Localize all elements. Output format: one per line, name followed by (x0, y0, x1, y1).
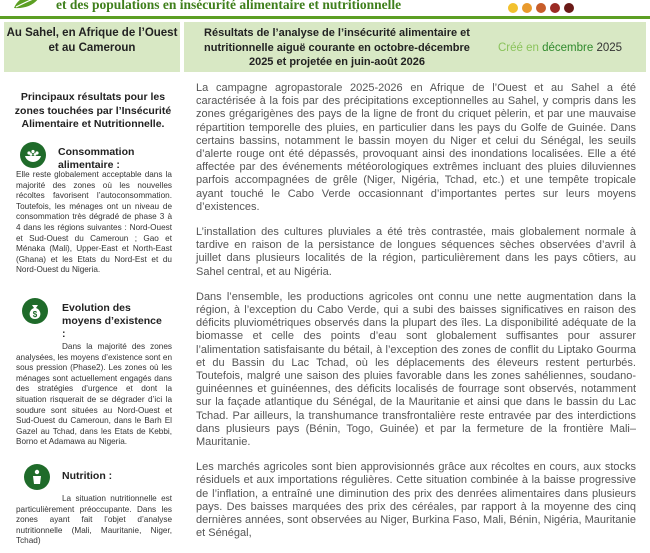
money-bag-icon (22, 298, 48, 324)
phase-dot (536, 3, 546, 13)
paragraph: Dans l’ensemble, les productions agricoles ont connu une nette augmentation dans la région, à l’exception du Cabo Verde, qui a subi des baisses significatives en raison des déficits pluviométriques observés dans la plupart des îles. La disponibilité adéquate de la biomasse et celle des points d’eau sont globalement suffisantes pour assurer l’alimentation satisfaisante du bétail, à l’exception des zones de conflit du Liptako Gourma et du Bassin du Lac Tchad, où les déplacements des éleveurs restent perturbés. Toutefois, malgré une saison des pluies favorable dans les zones sahéliennes, soudano-guinéennes et guinéennes, des déficits localisés de fourrage sont observés, notamment sur la façade atlantique du Sénégal, de la Mauritanie et ainsi que dans le bassin du Lac Tchad. Par ailleurs, la transhumance transfrontalière reste entravée par des interdictions dans plusieurs pays (Bénin, Togo, Guinée) et par la fermeture de la frontière Mali–Mauritanie. (196, 290, 636, 449)
leaf-logo-icon (12, 0, 42, 10)
created-year: 2025 (596, 42, 623, 54)
phase-dot (564, 3, 574, 13)
main-content (196, 82, 636, 553)
paragraph: Les marchés agricoles sont bien approvisionnés grâce aux récoltes en cours, aux stocks résiduels et aux importations régulières. Cette situation combinée à la baisse progressive de l’inflation, a entraîné une diminution des prix des denrées alimentaires dans plusieurs pays. Des baisses marquées des prix des céréales, par rapport à la moyenne des cinq dernières années, sont observées au Niger, Burkina Faso, Mali, Bénin, Nigéria, Mauritanie et Sénégal, (196, 461, 636, 540)
phase-dots (508, 3, 574, 13)
report-title: Résultats de l’analyse de l’insécurité alimentaire et nutritionnelle aiguë courante en octobre-décembre 2025 et projetée en juin-août 2026 (204, 27, 470, 68)
section-body-consommation: Elle reste globalement acceptable dans la majorité des zones où les nouvelles récoltes favorisent l’autoconsommation. Toutefois, les ménages ont un niveau de consommation très dégradé de phase 3 à 4 dans les régions suivantes : Nord-Ouest et Sud-Ouest du Cameroun ; Gao et Ménaka (Mali), Upper-East et North-East (Ghana) et les Etats du Nord-Est et du Nord-Ouest du Nigeria. (16, 170, 172, 275)
top-banner (0, 0, 650, 16)
section-title-consommation: Consommation alimentaire : (58, 146, 135, 171)
svg-text:$: $ (32, 310, 38, 319)
phase-dot (522, 3, 532, 13)
phase-dot (508, 3, 518, 13)
paragraph: L’installation des cultures pluviales a été très contrastée, mais globalement normale à tardive en raison de la persistance de longues séquences sèches observées d’avril à juillet dans plusieurs localités de la région, particulièrement dans les pays côtiers, au Sahel central, et au Nigéria. (196, 226, 636, 278)
phase-dot (550, 3, 560, 13)
created-month: décembre (542, 42, 594, 54)
food-bowl-icon (20, 142, 46, 168)
paragraph: La campagne agropastorale 2025-2026 en Afrique de l’Ouest et au Sahel a été caractérisée à la fois par des précipitations exceptionnelles au Sahel, y compris dans les zones grégarigènes des pays de la ligne de front du criquet pèlerin, et par une mauvaise répartition temporelle des pluies, en particulier dans les pays du Golfe de Guinée. Dans certains bassins, notamment le bassin moyen du Niger et celui du Sénégal, les seuils d’alerte rouge ont été dépassés, provoquant ainsi des inondations localisées. Elle a été affectée par des événements météorologiques extrêmes incluant des pluies diluviennes parfois accompagnées de grêle (Niger, Nigéria, Tchad, etc.) et une tempête tropicale ayant touché le Cabo Verde occasionnant d’importantes pertes sur leurs moyens d’existences. (196, 82, 636, 213)
region-title: Au Sahel, en Afrique de l’Ouest et au Cameroun (6, 27, 178, 54)
sidebar-intro: Principaux résultats pour les zones touchées par l’Insécurité Alimentaire et Nutritionnelle. (14, 91, 172, 130)
created-prefix: Créé en (498, 42, 539, 54)
section-title-moyens: Evolution des moyens d’existence : (62, 302, 162, 340)
banner-title: et des populations en insécurité alimentaire et nutritionnelle (56, 0, 402, 12)
nutrition-icon (24, 464, 50, 490)
created-date (498, 42, 622, 54)
section-body-nutrition: La situation nutritionnelle est particulièrement préoccupante. Dans les zones ayant fait l’objet d’analyse nutritionnelle (Mali, Mauritanie, Niger, Tchad) (16, 494, 172, 546)
section-body-moyens: Dans la majorité des zones analysées, les moyens d’existence sont en sous pression (Phase2). Les zones où les ménages sont actuellement engagés dans des stratégies d’urgence et dont la situation risquerait de se dégrader d’ici la soudure sont situées au Nord-Ouest et Sud-Ouest du Cameroun, dans le Barh El Gazel au Tchad, dans les Etats de Kebbi, Borno et Adamawa au Nigeria. (16, 342, 172, 447)
banner-divider (0, 16, 650, 19)
section-title-nutrition: Nutrition : (62, 470, 113, 482)
